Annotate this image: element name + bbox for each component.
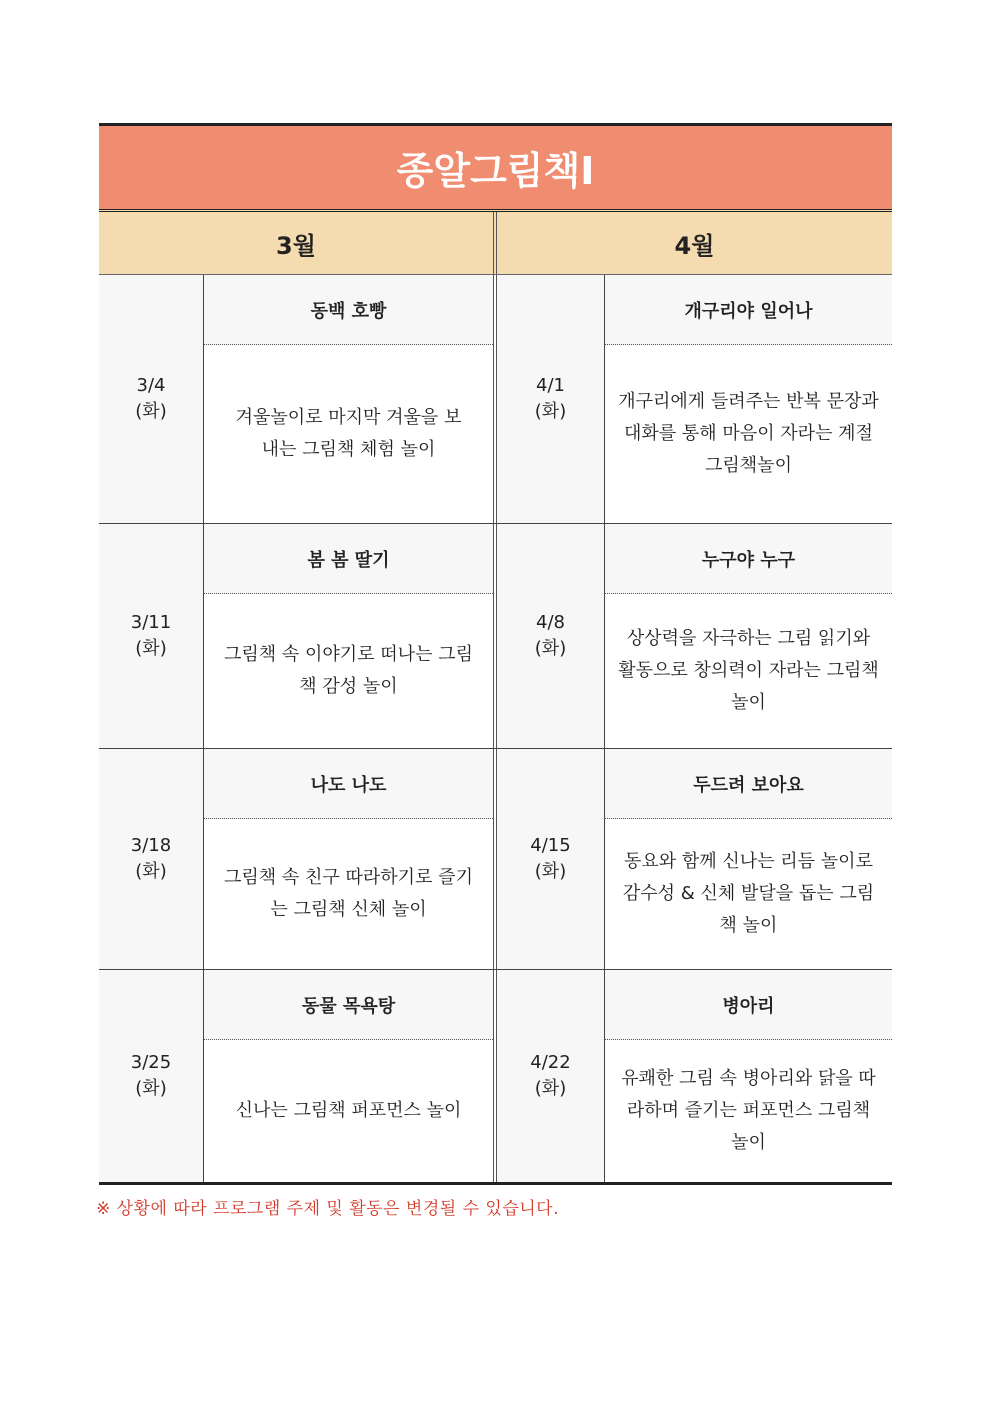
date-cell bbox=[497, 275, 605, 523]
program-topic: 동백 호빵 bbox=[204, 275, 493, 345]
weekday-label: (화) bbox=[534, 861, 567, 882]
change-notice: ※ 상황에 따라 프로그램 주제 및 활동은 변경될 수 있습니다. bbox=[96, 1199, 559, 1219]
program-description: 겨울놀이로 마지막 겨울을 보내는 그림책 체험 놀이 bbox=[235, 407, 462, 460]
date-label: 4/8 bbox=[536, 612, 565, 633]
month-header-march: 3월 bbox=[99, 212, 497, 274]
program-description: 신나는 그림책 퍼포먼스 놀이 bbox=[235, 1100, 462, 1121]
table-title: 종알그림책Ⅰ bbox=[99, 123, 892, 209]
date-label: 4/15 bbox=[530, 835, 571, 856]
program-cell bbox=[204, 524, 497, 748]
week-row bbox=[99, 749, 892, 970]
date-cell bbox=[497, 749, 605, 969]
program-cell bbox=[605, 970, 892, 1182]
schedule-table bbox=[99, 123, 892, 1185]
date-label: 4/22 bbox=[530, 1052, 571, 1073]
weekday-label: (화) bbox=[135, 1078, 167, 1099]
program-topic: 나도 나도 bbox=[204, 749, 493, 819]
date-label: 3/11 bbox=[130, 612, 172, 633]
program-topic: 누구야 누구 bbox=[605, 524, 892, 594]
program-topic: 두드려 보아요 bbox=[605, 749, 892, 819]
program-description: 그림책 속 이야기로 떠나는 그림책 감성 놀이 bbox=[224, 644, 473, 697]
date-cell bbox=[497, 524, 605, 748]
program-cell bbox=[204, 275, 497, 523]
program-cell bbox=[204, 749, 497, 969]
date-cell bbox=[99, 275, 204, 523]
program-cell bbox=[605, 524, 892, 748]
program-description: 상상력을 자극하는 그림 읽기와 활동으로 창의력이 자라는 그림책 놀이 bbox=[618, 628, 879, 713]
week-row bbox=[99, 524, 892, 749]
weekday-label: (화) bbox=[135, 861, 167, 882]
program-description: 동요와 함께 신나는 리듬 놀이로 감수성 & 신체 발달을 돕는 그림책 놀이 bbox=[622, 851, 875, 936]
week-row bbox=[99, 275, 892, 524]
program-description: 그림책 속 친구 따라하기로 즐기는 그림책 신체 놀이 bbox=[224, 867, 473, 920]
date-cell bbox=[497, 970, 605, 1182]
program-cell bbox=[204, 970, 497, 1182]
program-topic: 봄 봄 딸기 bbox=[204, 524, 493, 594]
weekday-label: (화) bbox=[135, 638, 167, 659]
program-description: 개구리에게 들려주는 반복 문장과 대화를 통해 마음이 자라는 계절 그림책놀이 bbox=[618, 391, 879, 476]
program-topic: 동물 목욕탕 bbox=[204, 970, 493, 1040]
date-cell bbox=[99, 970, 204, 1182]
date-label: 3/25 bbox=[130, 1052, 172, 1073]
date-label: 3/18 bbox=[130, 835, 172, 856]
weekday-label: (화) bbox=[135, 401, 167, 422]
weekday-label: (화) bbox=[534, 638, 567, 659]
program-topic: 개구리야 일어나 bbox=[605, 275, 892, 345]
program-topic: 병아리 bbox=[605, 970, 892, 1040]
date-label: 4/1 bbox=[536, 375, 565, 396]
date-label: 3/4 bbox=[136, 375, 166, 396]
date-cell bbox=[99, 524, 204, 748]
weekday-label: (화) bbox=[534, 1078, 567, 1099]
month-header-row bbox=[99, 209, 892, 275]
month-header-april: 4월 bbox=[674, 231, 715, 260]
program-cell bbox=[605, 275, 892, 523]
date-cell bbox=[99, 749, 204, 969]
weekday-label: (화) bbox=[534, 401, 567, 422]
program-description: 유쾌한 그림 속 병아리와 닭을 따라하며 즐기는 퍼포먼스 그림책 놀이 bbox=[621, 1068, 876, 1153]
week-row bbox=[99, 970, 892, 1185]
program-cell bbox=[605, 749, 892, 969]
